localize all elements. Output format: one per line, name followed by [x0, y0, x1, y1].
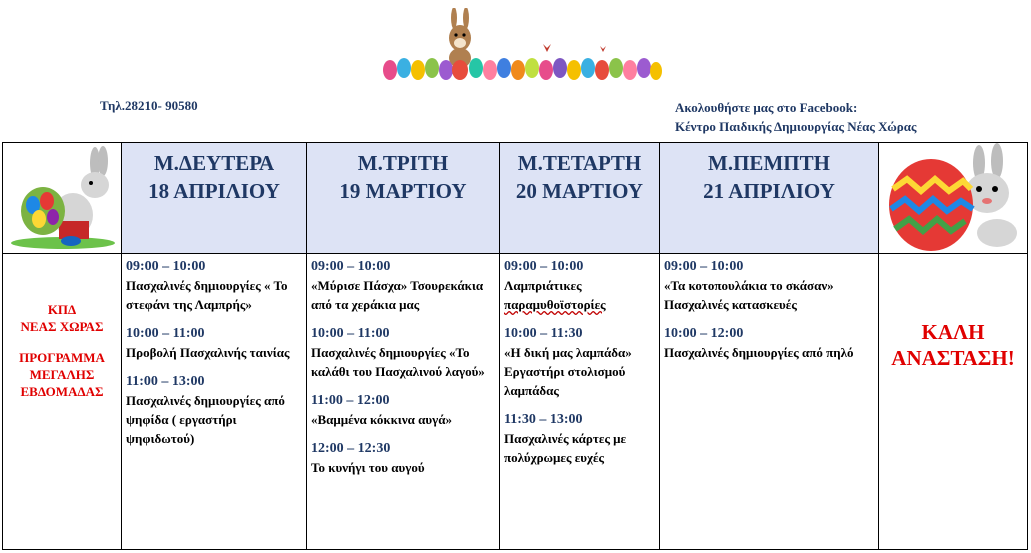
greeting-line1: ΚΑΛΗ	[921, 320, 985, 344]
schedule-table	[2, 142, 1028, 550]
phone-number: Τηλ.28210- 90580	[100, 98, 198, 113]
facebook-info	[675, 98, 916, 136]
schedule-slot	[504, 257, 655, 314]
schedule-slot	[126, 324, 302, 362]
day-header-monday	[121, 142, 307, 254]
slot-time: 10:00 – 11:00	[126, 326, 205, 341]
slot-desc: «Η δική μας λαμπάδα» Εργαστήρι στολισμού λαμπάδας	[504, 345, 632, 398]
slot-time: 09:00 – 10:00	[664, 259, 744, 274]
kpd-label: ΚΠΔ	[47, 302, 77, 317]
schedule-slot	[504, 324, 655, 400]
day-date: 18 ΑΠΡΙΛΙΟΥ	[148, 179, 280, 203]
left-title-cell	[2, 253, 122, 550]
tuesday-schedule	[306, 253, 500, 550]
day-date: 19 ΜΑΡΤΙΟΥ	[339, 179, 467, 203]
slot-time: 10:00 – 11:00	[311, 326, 390, 341]
bunny-image-cell-left	[2, 142, 122, 254]
schedule-slot	[664, 324, 874, 362]
slot-desc: Λαμπριάτικες	[504, 278, 582, 293]
schedule-slot	[504, 410, 655, 467]
day-date: 21 ΑΠΡΙΛΙΟΥ	[703, 179, 835, 203]
slot-time: 09:00 – 10:00	[311, 259, 391, 274]
wednesday-schedule	[499, 253, 660, 550]
day-header-tuesday	[306, 142, 500, 254]
slot-time: 11:00 – 13:00	[126, 374, 205, 389]
slot-desc-underlined: παραμυθοϊστορίες	[504, 297, 606, 312]
slot-time: 12:00 – 12:30	[311, 441, 391, 456]
schedule-slot	[311, 439, 495, 477]
slot-time: 11:00 – 12:00	[311, 393, 390, 408]
slot-desc: Πασχαλινές δημιουργίες από ψηφίδα ( εργαστήρι ψηφιδωτού)	[126, 393, 285, 446]
slot-desc: «Τα κοτοπουλάκια το σκάσαν» Πασχαλινές κατασκευές	[664, 278, 834, 312]
facebook-line2: Κέντρο Παιδικής Δημιουργίας Νέας Χώρας	[675, 119, 917, 134]
day-name: Μ.ΤΕΤΑΡΤΗ	[517, 151, 642, 175]
schedule-slot	[311, 257, 495, 314]
bunny-image-cell-right	[878, 142, 1028, 254]
schedule-slot	[311, 391, 495, 429]
slot-desc: Πασχαλινές δημιουργίες από πηλό	[664, 345, 854, 360]
schedule-slot	[311, 324, 495, 381]
slot-time: 09:00 – 10:00	[504, 259, 584, 274]
program-label: ΠΡΟΓΡΑΜΜΑ	[19, 350, 105, 365]
slot-time: 10:00 – 11:30	[504, 326, 583, 341]
bunny-with-egg-icon	[879, 143, 1027, 253]
slot-desc: Πασχαλινές δημιουργίες «Το καλάθι του Πασχαλινού λαγού»	[311, 345, 485, 379]
slot-time: 09:00 – 10:00	[126, 259, 206, 274]
slot-desc: «Μύρισε Πάσχα» Τσουρεκάκια από τα χεράκια μας	[311, 278, 484, 312]
day-name: Μ.ΤΡΙΤΗ	[357, 151, 449, 175]
day-name: Μ.ΔΕΥΤΕΡΑ	[153, 151, 275, 175]
egg-row	[383, 44, 662, 80]
day-date: 20 ΜΑΡΤΙΟΥ	[515, 179, 644, 203]
monday-schedule	[121, 253, 307, 550]
day-header-wednesday	[499, 142, 660, 254]
slot-desc: Προβολή Πασχαλινής ταινίας	[126, 345, 290, 360]
schedule-slot	[664, 257, 874, 314]
greeting-line2: ΑΝΑΣΤΑΣΗ!	[891, 346, 1015, 370]
day-header-thursday	[659, 142, 879, 254]
slot-desc: Το κυνήγι του αυγού	[311, 460, 425, 475]
easter-eggs-banner	[378, 8, 663, 88]
slot-desc: Πασχαλινές κάρτες με πολύχρωμες ευχές	[504, 431, 627, 465]
greeting-cell	[878, 253, 1028, 550]
slot-time: 10:00 – 12:00	[664, 326, 744, 341]
schedule-slot	[126, 257, 302, 314]
day-name: Μ.ΠΕΜΠΤΗ	[708, 151, 830, 175]
slot-time: 11:30 – 13:00	[504, 412, 583, 427]
schedule-slot	[126, 372, 302, 448]
program-label-2: ΜΕΓΑΛΗΣ	[29, 367, 95, 382]
location-label: ΝΕΑΣ ΧΩΡΑΣ	[20, 319, 104, 334]
slot-desc: Πασχαλινές δημιουργίες « Το στεφάνι της Λαμπρής»	[126, 278, 288, 312]
thursday-schedule	[659, 253, 879, 550]
bunny-icon	[449, 8, 471, 68]
slot-desc: «Βαμμένα κόκκινα αυγά»	[311, 412, 452, 427]
program-label-3: ΕΒΔΟΜΑΔΑΣ	[20, 384, 104, 399]
bunny-with-eggs-icon	[3, 143, 121, 253]
facebook-line1: Ακολουθήστε μας στο Facebook:	[675, 100, 858, 115]
